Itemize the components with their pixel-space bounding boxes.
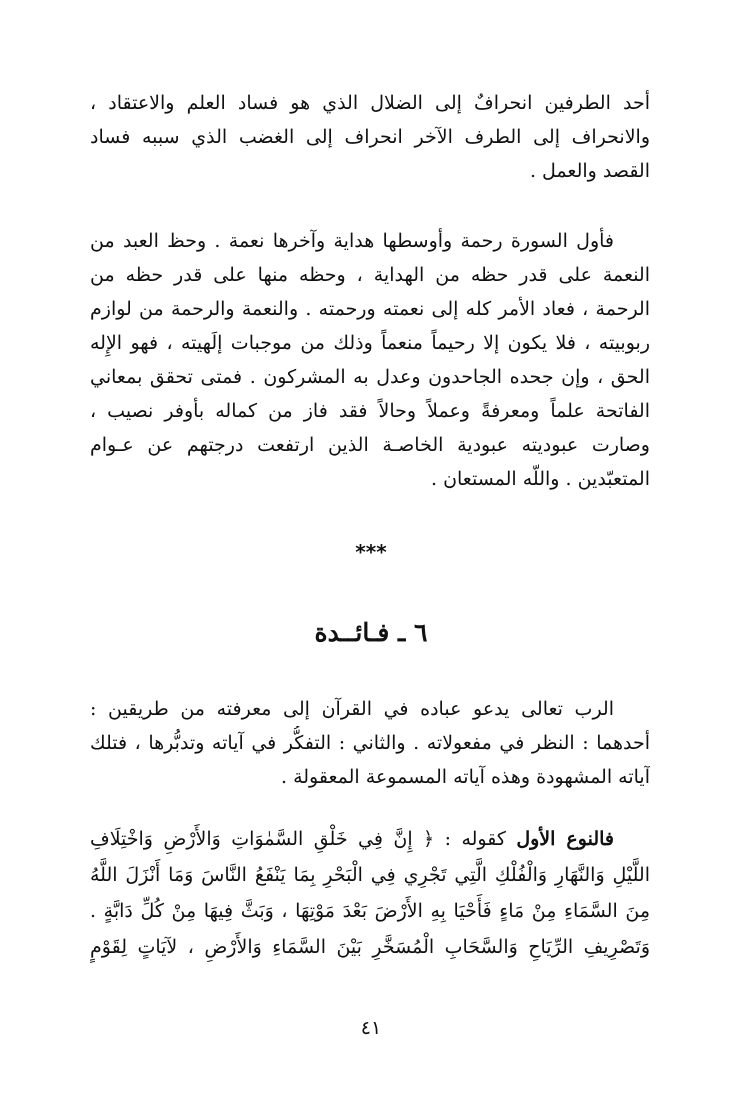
paragraph-4 [90,821,650,965]
text-line [90,821,650,857]
text-line: أحدهما : النظر في مفعولاته . والثاني : التفكُّر في آياته وتدبُّرها ، فتلك [90,732,650,754]
quran-verse-line: مِنَ السَّمَاءِ مِنْ مَاءٍ فَأَحْيَا بِهِ الأَرْضَ بَعْدَ مَوْتِهَا ، وَبَثَّ فِيهَا مِنْ كُلِّ دَابَّةٍ . [90,900,650,922]
paragraph-2 [90,224,650,496]
text-line: الرحمة ، فعاد الأمر كله إلى نعمته ورحمته . والنعمة والرحمة من لوازم [90,298,650,320]
section-separator: *** [355,540,387,564]
paragraph-3 [90,692,650,794]
page-number: ٤١ [360,1017,382,1039]
text-line: المتعبّدين . واللّه المستعان . [430,468,650,490]
text-line: الحق ، وإن جحده الجاحدون وعدل به المشركون . فمتى تحقق بمعاني [90,366,650,388]
text-line: أحد الطرفين انحرافٌ إلى الضلال الذي هو فساد العلم والاعتقاد ، [90,92,650,114]
bold-lead: فالنوع الأول [516,828,614,850]
text-line: القصد والعمل . [529,160,650,182]
text-line: النعمة على قدر حظه من الهداية ، وحظه منها على قدر حظه من [90,264,650,286]
text-line: ربوبيته ، فلا يكون إلا رحيماً منعماً وذلك من موجبات إلَهيته ، فهو الإِله [90,332,650,354]
section-heading: ٦ ـ فـائــدة [314,618,428,647]
quran-verse-start: كقوله : ﴿ إِنَّ فِي خَلْقِ السَّمٰوَاتِ وَالأَرْضِ وَاخْتِلَافِ [90,828,517,850]
paragraph-1 [90,86,650,188]
quran-verse-line: اللَّيْلِ وَالنَّهَارِ وَالْفُلْكِ الَّتِي تَجْرِي فِي الْبَحْرِ بِمَا يَنْفَعُ النَّاسَ وَمَا أَنْزَلَ اللَّهُ [90,864,650,886]
text-line: فأول السورة رحمة وأوسطها هداية وآخرها نعمة . وحظ العبد من [90,230,614,252]
text-line: وصارت عبوديته عبودية الخاصـة الذين ارتفعت درجتهم عن عـوام [90,434,650,456]
quran-verse-line: وَتَصْرِيفِ الرِّيَاحِ وَالسَّحَابِ الْمُسَخَّرِ بَيْنَ السَّمَاءِ وَالأَرْضِ ، لآيَاتٍ لِقَوْمٍ [90,936,650,958]
text-line: الرب تعالى يدعو عباده في القرآن إلى معرفته من طريقين : [90,698,614,720]
text-line: آياته المشهودة وهذه آياته المسموعة المعقولة . [281,766,650,788]
text-line: والانحراف إلى الطرف الآخر انحراف إلى الغضب الذي سببه فساد [90,126,650,148]
text-line: الفاتحة علماً ومعرفةً وعملاً وحالاً فقد فاز من كماله بأوفر نصيب ، [90,400,650,422]
